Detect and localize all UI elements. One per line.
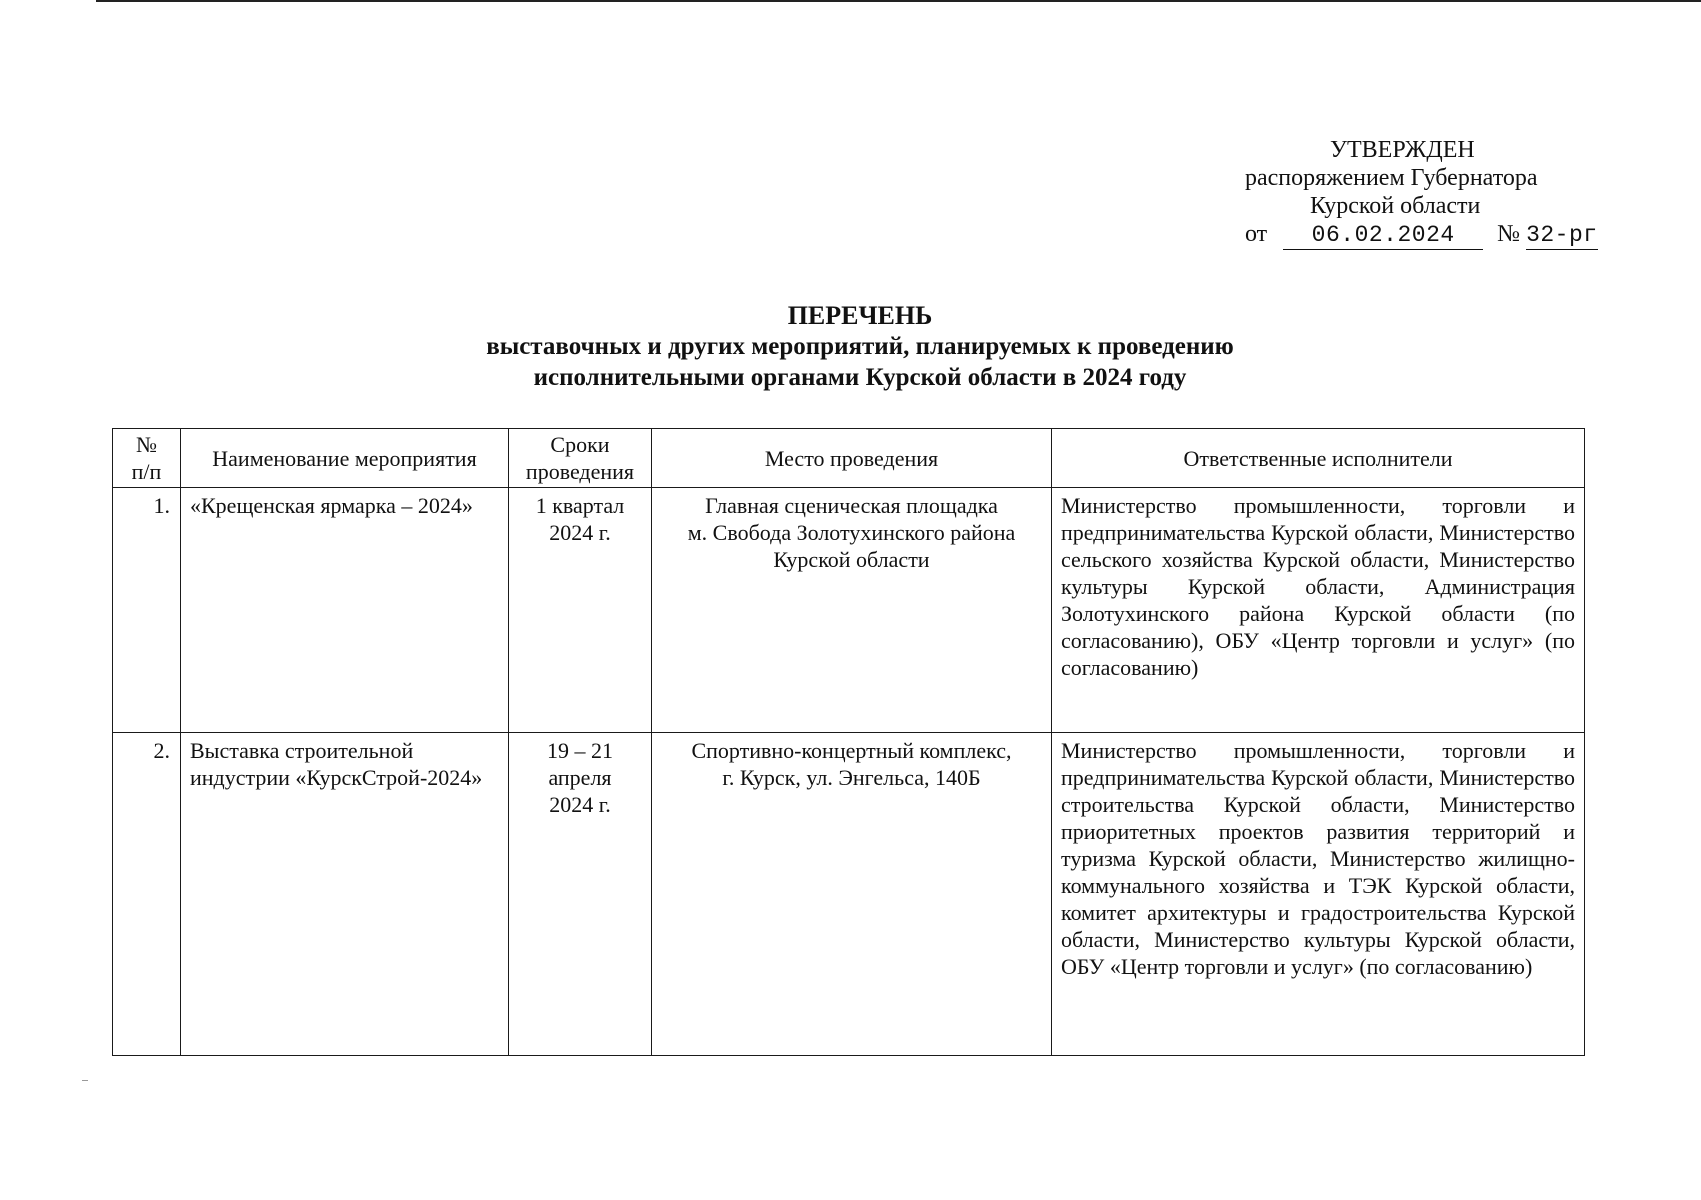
- document-heading: [330, 300, 1390, 393]
- approval-from-label: от: [1245, 221, 1268, 247]
- row-dates: 1 квартал 2024 г.: [509, 488, 652, 733]
- header-responsible: Ответственные исполнители: [1052, 429, 1585, 488]
- row-place: Главная сценическая площадка м. Свобода Золотухинского района Курской области: [652, 488, 1052, 733]
- row-dates: 19 – 21 апреля 2024 г.: [509, 733, 652, 1056]
- scan-mark: [82, 1080, 88, 1081]
- page-top-border: [96, 0, 1701, 2]
- document-subtitle-line2: исполнительными органами Курской области в 2024 году: [533, 364, 1187, 391]
- header-dates: Сроки проведения: [509, 429, 652, 488]
- approval-date-line: [1240, 220, 1600, 250]
- approval-stamp: [1240, 136, 1600, 250]
- approval-number-label: №: [1497, 221, 1521, 247]
- header-place: Место проведения: [652, 429, 1052, 488]
- row-responsible: Министерство промышленности, торговли и предпринимательства Курской области, Министерство строительства Курской области, Министерство приоритетных проектов развития территорий и туризма Курской области, Министерство жилищно-коммунального хозяйства и ТЭК Курской области, комитет архитектуры и градостроительства Курской области, Министерство культуры Курской области, ОБУ «Центр торговли и услуг» (по согласованию): [1052, 733, 1585, 1056]
- approval-date: 06.02.2024: [1283, 221, 1483, 250]
- document-title: ПЕРЕЧЕНЬ: [787, 301, 933, 330]
- table-row: [113, 733, 1585, 1056]
- table-row: [113, 488, 1585, 733]
- approval-number: 32-рг: [1526, 222, 1598, 248]
- approval-region: Курской области: [1310, 193, 1481, 219]
- document-subtitle-line1: выставочных и других мероприятий, планируемых к проведению: [486, 333, 1234, 360]
- header-name: Наименование мероприятия: [181, 429, 509, 488]
- events-table: [112, 428, 1585, 1056]
- approval-title: УТВЕРЖДЕН: [1330, 137, 1475, 163]
- row-responsible: Министерство промышленности, торговли и предпринимательства Курской области, Министерство сельского хозяйства Курской области, Министерство культуры Курской области, Администрация Золотухинского района Курской области (по согласованию), ОБУ «Центр торговли и услуг» (по согласованию): [1052, 488, 1585, 733]
- row-place: Спортивно-концертный комплекс, г. Курск, ул. Энгельса, 140Б: [652, 733, 1052, 1056]
- row-event-name: «Крещенская ярмарка – 2024»: [181, 488, 509, 733]
- row-event-name: Выставка строительной индустрии «КурскСтрой-2024»: [181, 733, 509, 1056]
- approval-authority: распоряжением Губернатора: [1245, 165, 1538, 191]
- row-num: 1.: [113, 488, 181, 733]
- table-header-row: [113, 429, 1585, 488]
- header-num: № п/п: [113, 429, 181, 488]
- row-num: 2.: [113, 733, 181, 1056]
